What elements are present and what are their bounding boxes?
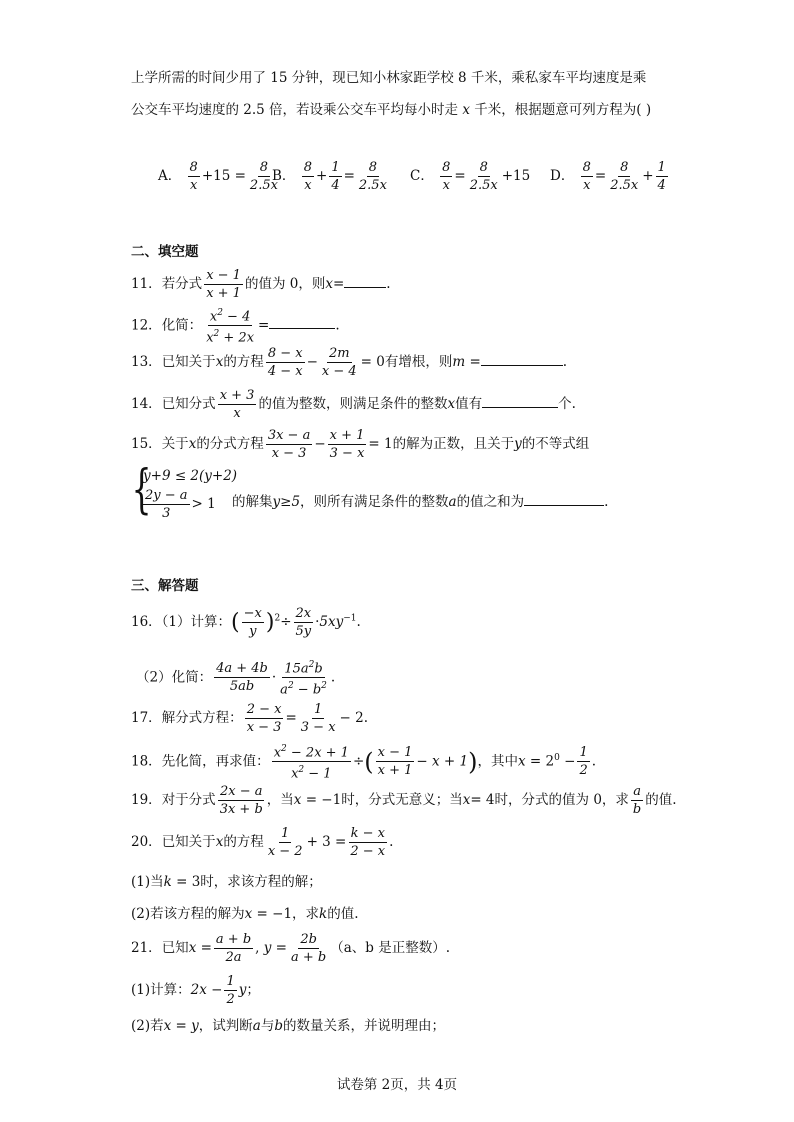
question-12: 12．化简： $\frac{x^2 - 4}{x^2 + 2x}$ = . [131, 308, 340, 346]
q10-option-b[interactable]: B． $\frac{8}{x}$ + $\frac{1}{4}$ = $\frac{8}{2.5x}$ [272, 160, 387, 193]
page-footer: 试卷第 2页，共 4页 [336, 1077, 458, 1093]
answer-blank[interactable] [344, 275, 386, 288]
question-16-part1: 16．（1）计算：( $\frac{-x}{y}$ )$^2$÷ $\frac{2x}{5y}$ $\cdot 5xy^{-1}$. [131, 606, 361, 639]
question-21-sub2: (2)若x = y，试判断a与b的数量关系，并说明理由； [131, 1018, 445, 1034]
answer-blank[interactable] [524, 493, 604, 506]
question-13: 13．已知关于x的方程 $\frac{8 - x}{4 - x}$ − $\frac{2m}{x - 4}$ = 0有增根，则m = . [131, 346, 568, 379]
question-20-sub2: (2)若该方程的解为x = −1，求k的值. [131, 906, 359, 922]
section-title-fill-blank: 二、填空题 [131, 244, 199, 260]
answer-blank[interactable] [269, 316, 335, 329]
question-17: 17．解分式方程： $\frac{2 - x}{x - 3}$ = $\frac{1}{3 - x}$ − 2. [131, 702, 369, 735]
question-16-part2: （2）化简： $\frac{4a + 4b}{5ab}$ · $\frac{15a^2b}{a^2 - b^2}$ . [136, 660, 336, 698]
question-14: 14．已知分式 $\frac{x + 3}{x}$ 的值为整数，则满足条件的整数x值有 个. [131, 388, 576, 421]
question-20: 20．已知关于x的方程 $\frac{1}{x - 2}$ + 3 = $\frac{k - x}{2 - x}$ . [131, 826, 394, 859]
question-15: 15．关于x的分式方程 $\frac{3x - a}{x - 3}$ − $\frac{x + 1}{3 - x}$ = 1的解为正数，且关于y的不等式组 [131, 428, 590, 461]
question-21-sub1: (1)计算：2x − $\frac{1}{2}$ y； [131, 974, 260, 1007]
question-20-sub1: (1)当k = 3时，求该方程的解； [131, 874, 322, 890]
q10-option-a[interactable]: A． $\frac{8}{x}$ +15 = $\frac{8}{2.5x}$ [158, 160, 278, 193]
question-15-cont: 的解集y≥5，则所有满足条件的整数a的值之和为 . [232, 494, 609, 510]
q10-line1: 上学所需的时间少用了 15 分钟，现已知小林家距学校 8 千米，乘私家车平均速度是乘 [131, 70, 647, 86]
section-title-solve: 三、解答题 [131, 578, 199, 594]
question-11: 11．若分式 $\frac{x - 1}{x + 1}$ 的值为 0，则x= . [131, 268, 391, 301]
answer-blank[interactable] [482, 395, 558, 408]
question-21: 21．已知x = $\frac{a + b}{2a}$ , y = $\frac{2b}{a + b}$ （a、b 是正整数）. [131, 932, 451, 965]
q10-option-c[interactable]: C． $\frac{8}{x}$ = $\frac{8}{2.5x}$ +15 [410, 160, 531, 193]
question-19: 19．对于分式 $\frac{2x - a}{3x + b}$ ，当x = −1时，分式无意义；当x= 4时，分式的值为 0，求 $\frac{a}{b}$ 的值. [131, 784, 677, 817]
question-18: 18．先化简，再求值： $\frac{x^2 - 2x + 1}{x^2 - 1}$ ÷( $\frac{x - 1}{x + 1}$ − x + 1)，其中$x = 2^0$ − $\frac{1}{2}$ . [131, 744, 597, 782]
answer-blank[interactable] [481, 353, 563, 366]
q10-line2: 公交车平均速度的 2.5 倍，若设乘公交车平均每小时走 x 千米，根据题意可列方程为( ) [131, 102, 652, 118]
q10-option-d[interactable]: D． $\frac{8}{x}$ = $\frac{8}{2.5x}$ + $\frac{1}{4}$ [550, 160, 666, 193]
